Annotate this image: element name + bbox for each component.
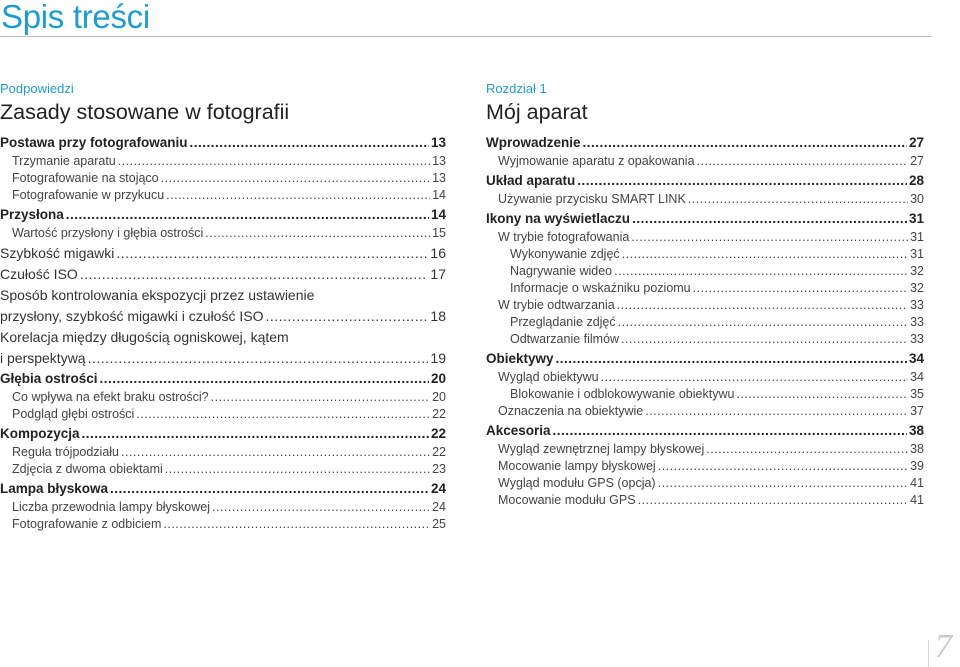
dot-leader [577, 171, 907, 191]
toc-entry-sub[interactable] [486, 492, 924, 509]
toc-entry-sub[interactable] [486, 191, 924, 208]
toc-entry-page: 32 [910, 264, 924, 278]
toc-entry-title: Głębia ostrości [0, 371, 98, 386]
toc-entry-title: Akcesoria [486, 423, 551, 438]
toc-entry-sub[interactable] [486, 153, 924, 170]
dot-leader [161, 170, 430, 187]
dot-leader [165, 461, 430, 478]
toc-entry-title: Wygląd modułu GPS (opcja) [498, 476, 656, 490]
toc-entry-title: Ikony na wyświetlaczu [486, 211, 631, 226]
toc-entry-page: 18 [430, 308, 446, 324]
toc-entry-sub[interactable] [486, 403, 924, 420]
chapter-label: Rozdział 1 [486, 81, 547, 96]
toc-entry-page: 31 [910, 230, 924, 244]
dot-leader [136, 406, 430, 423]
toc-entry-title-line: Sposób kontrolowania ekspozycji przez ustawienie [0, 287, 315, 303]
toc-entry-page: 19 [430, 350, 446, 366]
toc-entry-main[interactable] [0, 479, 446, 499]
toc-entry-page: 41 [910, 493, 924, 507]
toc-entry-page: 27 [910, 154, 924, 168]
dot-leader [617, 297, 908, 314]
toc-entry-page: 22 [430, 426, 446, 441]
toc-entry-main[interactable] [0, 205, 446, 225]
toc-entry-sub[interactable] [486, 229, 924, 246]
toc-entry-page: 32 [910, 281, 924, 295]
toc-entry-title-line: Korelacja między długością ogniskowej, kątem [0, 329, 289, 345]
toc-entry-main[interactable] [486, 421, 924, 441]
toc-entry-page: 34 [908, 351, 924, 366]
toc-entry-title: Postawa przy fotografowaniu [0, 135, 188, 150]
toc-entry-sub[interactable] [486, 280, 924, 297]
toc-entry-sub[interactable] [486, 369, 924, 386]
dot-leader [697, 153, 909, 170]
toc-entry-title: Wartość przysłony i głębia ostrości [12, 226, 204, 240]
toc-entry-page: 15 [432, 226, 446, 240]
toc-entry-title: Wygląd zewnętrznej lampy błyskowej [498, 442, 705, 456]
toc-entry-page: 14 [432, 188, 446, 202]
dot-leader [88, 348, 429, 368]
toc-entry-sub[interactable] [486, 263, 924, 280]
toc-entry-title: Przysłona [0, 207, 64, 222]
toc-entry-sub[interactable] [0, 406, 446, 423]
dot-leader [211, 389, 430, 406]
toc-entry-page: 31 [910, 247, 924, 261]
toc-entry-page: 20 [432, 390, 446, 404]
dot-leader [645, 403, 908, 420]
toc-entry-sub[interactable] [0, 170, 446, 187]
toc-entry-title: Zdjęcia z dwoma obiektami [12, 462, 163, 476]
toc-list [0, 133, 446, 533]
toc-entry-page: 22 [432, 445, 446, 459]
toc-entry-title: Wprowadzenie [486, 135, 581, 150]
dot-leader [163, 516, 430, 533]
toc-entry-title: Reguła trójpodziału [12, 445, 120, 459]
toc-entry-main[interactable] [0, 243, 446, 263]
dot-leader [100, 369, 429, 389]
toc-entry-page: 33 [910, 332, 924, 346]
toc-entry-sub[interactable] [486, 314, 924, 331]
dot-leader [658, 475, 909, 492]
dot-leader [116, 243, 428, 263]
dot-leader [736, 386, 908, 403]
section-label: Podpowiedzi [0, 81, 74, 96]
dot-leader [631, 229, 908, 246]
toc-entry-title: przysłony, szybkość migawki i czułość ISO [0, 308, 264, 324]
toc-entry-page: 38 [910, 442, 924, 456]
dot-leader [205, 225, 430, 242]
toc-entry-main[interactable] [0, 348, 446, 368]
chapter-heading: Mój aparat [486, 100, 588, 124]
toc-entry-title: Oznaczenia na obiektywie [498, 404, 644, 418]
dot-leader [556, 349, 907, 369]
toc-entry-title: Co wpływa na efekt braku ostrości? [12, 390, 209, 404]
toc-entry-sub[interactable] [486, 246, 924, 263]
toc-entry-page: 13 [432, 154, 446, 168]
toc-entry-page: 33 [910, 315, 924, 329]
toc-entry-title: Podgląd głębi ostrości [12, 407, 135, 421]
toc-entry-page: 25 [432, 517, 446, 531]
toc-entry-title: Wykonywanie zdjęć [510, 247, 620, 261]
toc-entry-page: 28 [908, 173, 924, 188]
toc-entry-page: 24 [432, 500, 446, 514]
toc-entry-page: 33 [910, 298, 924, 312]
toc-entry-sub[interactable] [0, 499, 446, 516]
toc-entry-sub[interactable] [486, 297, 924, 314]
toc-entry-title: Obiektywy [486, 351, 554, 366]
page-title: Spis treści [1, 0, 150, 35]
toc-entry-page: 13 [430, 135, 446, 150]
toc-entry-sub[interactable] [0, 225, 446, 242]
toc-entry-sub[interactable] [486, 475, 924, 492]
dot-leader [118, 153, 430, 170]
toc-entry-title: Odtwarzanie filmów [510, 332, 620, 346]
toc-entry-main[interactable] [486, 171, 924, 191]
page-number: 7 [935, 628, 952, 665]
toc-entry-title: Kompozycja [0, 426, 80, 441]
dot-leader [212, 499, 430, 516]
toc-entry-main[interactable] [486, 133, 924, 153]
toc-entry-title: Trzymanie aparatu [12, 154, 116, 168]
toc-entry-page: 20 [430, 371, 446, 386]
toc-entry-title: Szybkość migawki [0, 245, 115, 261]
dot-leader [82, 424, 429, 444]
toc-entry-title: Układ aparatu [486, 173, 576, 188]
toc-entry-sub[interactable] [0, 187, 446, 204]
toc-left-column [0, 80, 446, 533]
toc-entry-title: Wyjmowanie aparatu z opakowania [498, 154, 695, 168]
dot-leader [618, 314, 908, 331]
dot-leader [121, 444, 430, 461]
dot-leader [614, 263, 908, 280]
dot-leader [110, 479, 429, 499]
toc-entry-sub[interactable] [486, 441, 924, 458]
toc-entry-page: 35 [910, 387, 924, 401]
toc-entry-page: 17 [430, 266, 446, 282]
dot-leader [166, 187, 430, 204]
dot-leader [693, 280, 908, 297]
dot-leader [688, 191, 908, 208]
toc-entry-page: 24 [430, 481, 446, 496]
toc-entry-page: 34 [910, 370, 924, 384]
toc-entry-sub[interactable] [0, 461, 446, 478]
toc-entry-sub[interactable] [0, 153, 446, 170]
toc-entry-title: Czułość ISO [0, 266, 78, 282]
dot-leader [621, 331, 908, 348]
toc-entry-sub[interactable] [0, 389, 446, 406]
toc-entry-page: 31 [908, 211, 924, 226]
toc-entry-title: Blokowanie i odblokowywanie obiektywu [510, 387, 735, 401]
toc-entry-page: 16 [430, 245, 446, 261]
toc-entry-title: Nagrywanie wideo [510, 264, 613, 278]
dot-leader [66, 205, 429, 225]
toc-entry-page: 41 [910, 476, 924, 490]
toc-entry-page: 14 [430, 207, 446, 222]
toc-entry-main[interactable] [486, 209, 924, 229]
dot-leader [601, 369, 908, 386]
toc-entry-main[interactable] [0, 369, 446, 389]
toc-entry-title: i perspektywą [0, 350, 86, 366]
toc-entry-sub[interactable] [486, 386, 924, 403]
corner-divider [928, 640, 929, 667]
toc-entry-title: Informacje o wskaźniku poziomu [510, 281, 691, 295]
toc-entry-sub[interactable] [0, 444, 446, 461]
toc-entry-title: W trybie odtwarzania [498, 298, 615, 312]
toc-entry-sub[interactable] [0, 516, 446, 533]
toc-entry-sub[interactable] [486, 331, 924, 348]
dot-leader [80, 264, 429, 284]
toc-entry-main[interactable] [0, 424, 446, 444]
toc-right-column [486, 80, 924, 509]
dot-leader [622, 246, 908, 263]
toc-entry-title: Używanie przycisku SMART LINK [498, 192, 686, 206]
toc-entry-main[interactable] [0, 306, 446, 326]
dot-leader [706, 441, 908, 458]
toc-entry-title: Fotografowanie na stojąco [12, 171, 159, 185]
dot-leader [638, 492, 909, 509]
toc-entry-sub[interactable] [486, 458, 924, 475]
dot-leader [632, 209, 907, 229]
toc-entry-page: 27 [908, 135, 924, 150]
toc-entry-page: 30 [910, 192, 924, 206]
dot-leader [190, 133, 429, 153]
toc-entry-title: Lampa błyskowa [0, 481, 109, 496]
toc-entry-title: Liczba przewodnia lampy błyskowej [12, 500, 211, 514]
toc-entry-page: 13 [432, 171, 446, 185]
toc-entry-title: W trybie fotografowania [498, 230, 630, 244]
toc-entry-main[interactable] [0, 264, 446, 284]
toc-entry-page: 37 [910, 404, 924, 418]
toc-entry-page: 22 [432, 407, 446, 421]
section-heading: Zasady stosowane w fotografii [0, 100, 290, 124]
dot-leader [658, 458, 908, 475]
toc-list [486, 133, 924, 509]
toc-entry-title: Mocowanie modułu GPS [498, 493, 636, 507]
toc-entry-main[interactable] [486, 349, 924, 369]
toc-entry-title: Fotografowanie z odbiciem [12, 517, 162, 531]
toc-entry-title: Fotografowanie w przykucu [12, 188, 165, 202]
toc-entry-page: 38 [908, 423, 924, 438]
dot-leader [583, 133, 907, 153]
toc-entry-page: 39 [910, 459, 924, 473]
toc-entry-title: Wygląd obiektywu [498, 370, 599, 384]
toc-entry-main[interactable] [0, 133, 446, 153]
dot-leader [553, 421, 907, 441]
toc-entry-page: 23 [432, 462, 446, 476]
toc-entry-title: Przeglądanie zdjęć [510, 315, 616, 329]
title-divider [0, 36, 932, 37]
toc-entry-title: Mocowanie lampy błyskowej [498, 459, 656, 473]
dot-leader [265, 306, 428, 326]
